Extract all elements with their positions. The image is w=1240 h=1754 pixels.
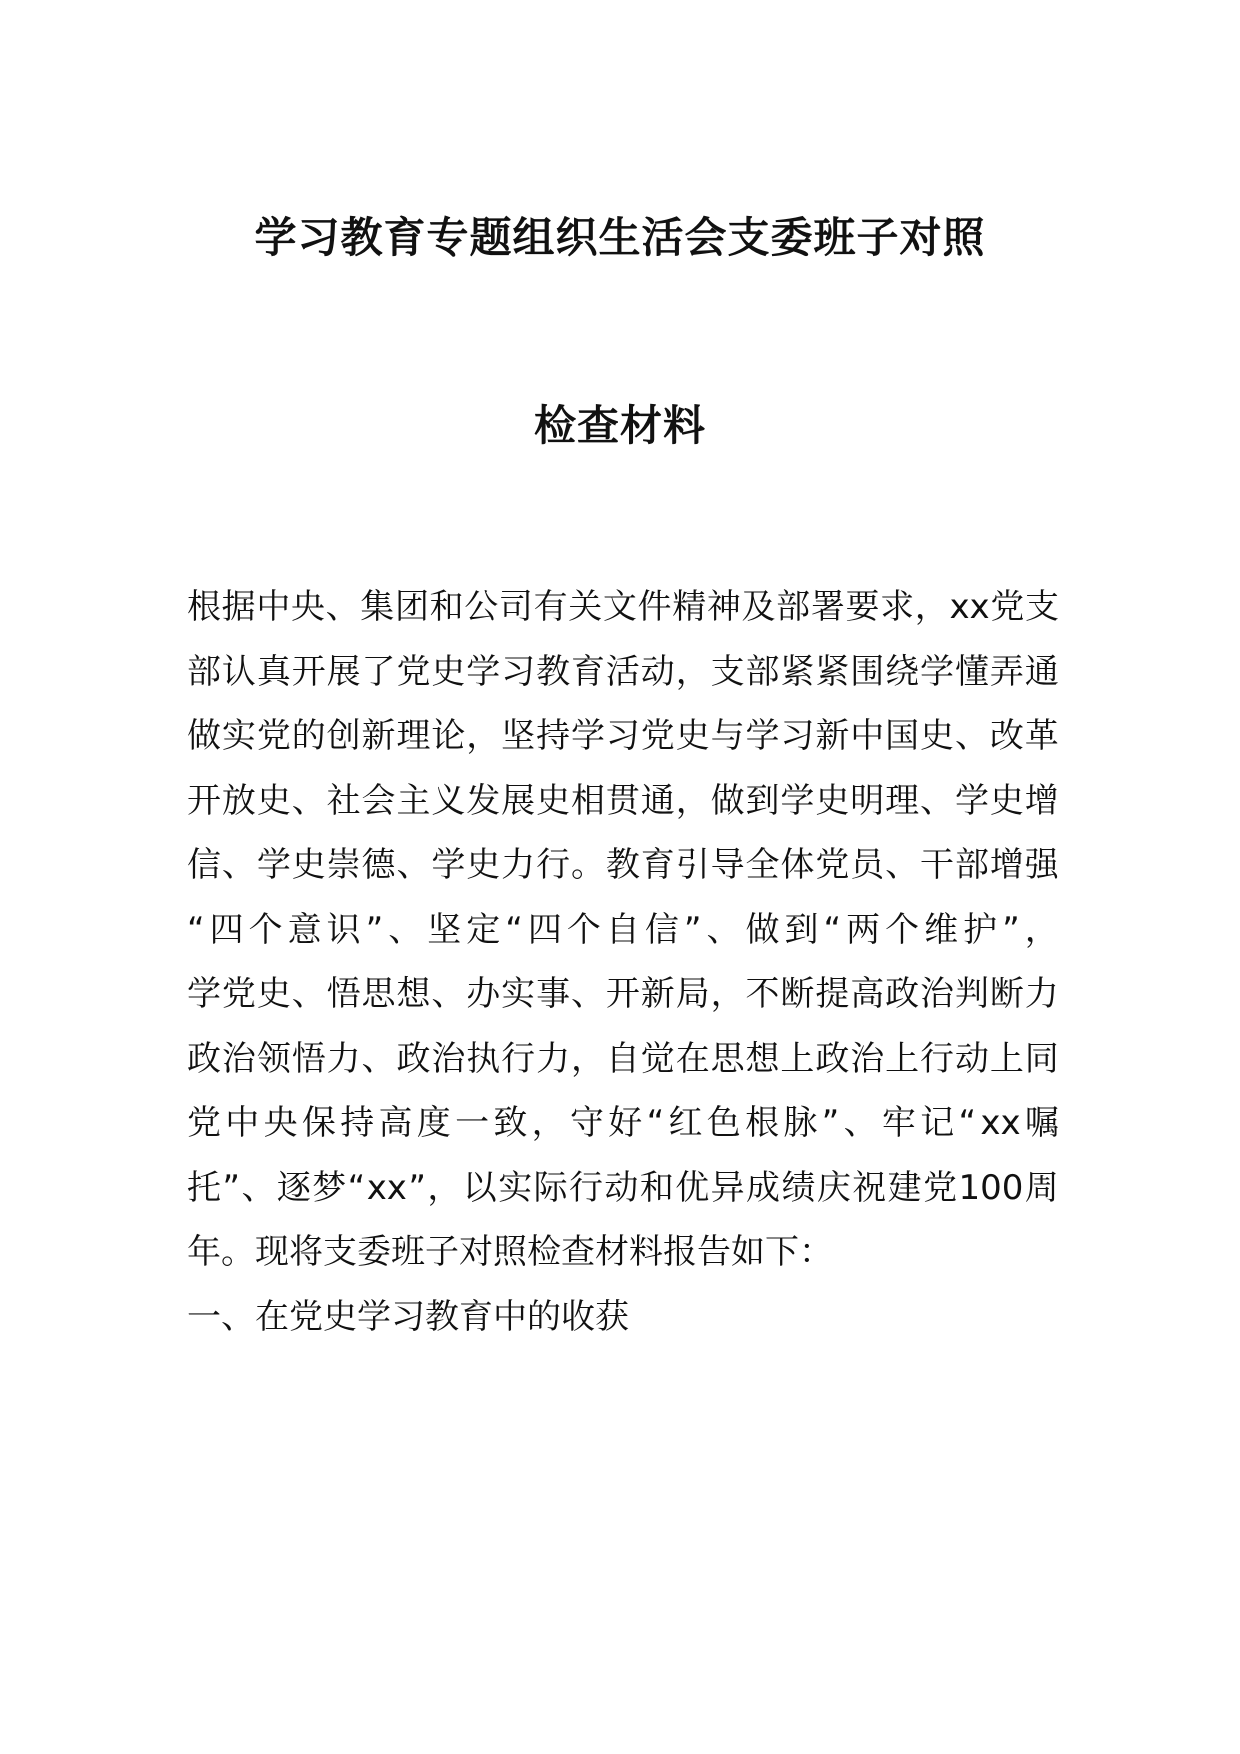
section-heading: 一、在党史学习教育中的收获 bbox=[187, 1296, 629, 1337]
body-line: “ 四 个 意 识 ” 、 坚 定 “ 四 个 自 信 ” 、 做 到 “ 两 个 维 护 ” ， bbox=[187, 909, 1059, 950]
body-line: 根 据 中 央 、 集 团 和 公 司 有 关 文 件 精 神 及 部 署 要 求 ， xx 党 支 bbox=[187, 587, 1059, 627]
body-line: 党 中 央 保 持 高 度 一 致 ， 守 好 “ 红 色 根 脉 ” 、 牢 记 “ xx 嘱 bbox=[187, 1103, 1059, 1143]
body-line: 信 、 学 史 崇 德 、 学 史 力 行 。 教 育 引 导 全 体 党 员 、 干 部 增 强 bbox=[187, 845, 1059, 885]
body-paragraph bbox=[187, 575, 1059, 1349]
document-title-line-2: 检查材料 bbox=[533, 401, 706, 450]
body-line: 政 治 领 悟 力 、 政 治 执 行 力 ， 自 觉 在 思 想 上 政 治 上 行 动 上 同 bbox=[187, 1038, 1059, 1079]
document-title-line-1: 学习教育专题组织生活会支委班子对照 bbox=[254, 213, 986, 262]
body-line: 开 放 史 、 社 会 主 义 发 展 史 相 贯 通 ， 做 到 学 史 明 理 、 学 史 增 bbox=[187, 780, 1059, 821]
body-line: 做 实 党 的 创 新 理 论 ， 坚 持 学 习 党 史 与 学 习 新 中 国 史 、 改 革 bbox=[187, 716, 1059, 756]
body-line: 托 ” 、 逐 梦 “ xx ” ， 以 实 际 行 动 和 优 异 成 绩 庆 祝 建 党 100 周 bbox=[187, 1167, 1059, 1208]
body-line: 部 认 真 开 展 了 党 史 学 习 教 育 活 动 ， 支 部 紧 紧 围 绕 学 懂 弄 通 bbox=[187, 651, 1059, 692]
body-line: 年。现将支委班子对照检查材料报告如下： bbox=[187, 1232, 833, 1272]
body-line: 学 党 史 、 悟 思 想 、 办 实 事 、 开 新 局 ， 不 断 提 高 政 治 判 断 力 bbox=[187, 974, 1059, 1014]
